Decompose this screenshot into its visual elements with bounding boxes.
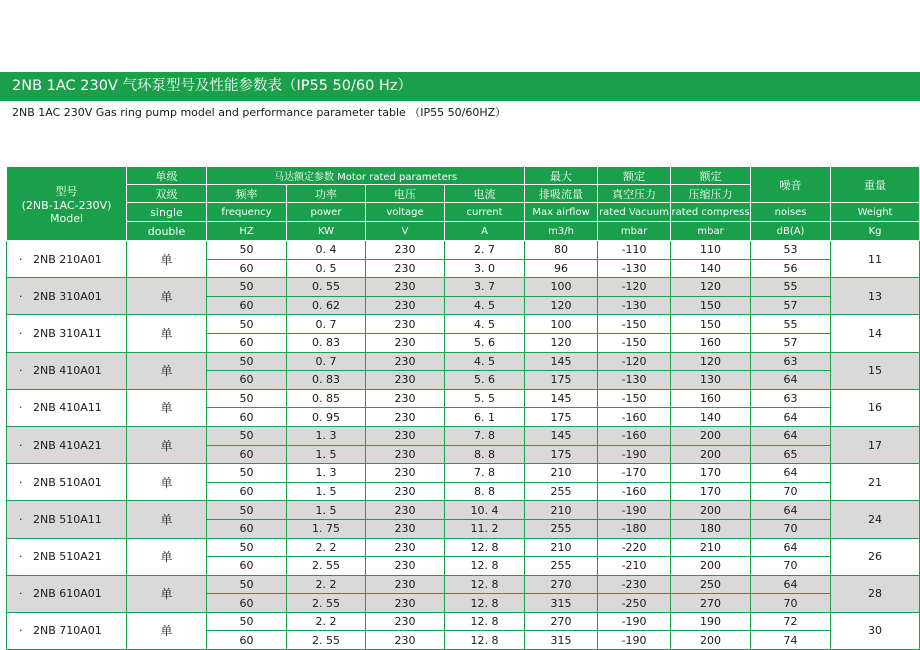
stage-cell: 单 bbox=[127, 389, 207, 426]
airflow-unit: m3/h bbox=[525, 222, 598, 241]
power-header-en: power bbox=[287, 203, 366, 222]
frequency-cell: 50 bbox=[207, 426, 287, 445]
stage-cell: 单 bbox=[127, 612, 207, 649]
bullet-marker: · bbox=[19, 512, 23, 526]
noise-cell: 64 bbox=[751, 408, 831, 427]
model-cell bbox=[7, 278, 127, 315]
current-header-zh: 电流 bbox=[445, 185, 525, 203]
power-cell: 1. 75 bbox=[287, 519, 366, 538]
airflow-cell: 255 bbox=[525, 519, 598, 538]
noise-header-en: noises bbox=[751, 203, 831, 222]
vacuum-cell: -250 bbox=[598, 594, 671, 613]
compress-cell: 180 bbox=[671, 519, 751, 538]
current-cell: 4. 5 bbox=[445, 352, 525, 371]
vacuum-cell: -110 bbox=[598, 241, 671, 260]
compress-cell: 270 bbox=[671, 594, 751, 613]
compress-header-zh2: 压缩压力 bbox=[671, 185, 751, 203]
current-cell: 8. 8 bbox=[445, 482, 525, 501]
table-row bbox=[7, 501, 920, 520]
frequency-cell: 50 bbox=[207, 241, 287, 260]
vacuum-cell: -190 bbox=[598, 612, 671, 631]
compress-unit: mbar bbox=[671, 222, 751, 241]
model-cell bbox=[7, 612, 127, 649]
power-cell: 1. 5 bbox=[287, 501, 366, 520]
airflow-cell: 210 bbox=[525, 464, 598, 483]
current-cell: 7. 8 bbox=[445, 464, 525, 483]
compress-cell: 110 bbox=[671, 241, 751, 260]
frequency-cell: 50 bbox=[207, 575, 287, 594]
voltage-cell: 230 bbox=[366, 259, 445, 278]
airflow-cell: 255 bbox=[525, 557, 598, 576]
vacuum-cell: -190 bbox=[598, 445, 671, 464]
airflow-header-en: Max airflow bbox=[525, 203, 598, 222]
voltage-cell: 230 bbox=[366, 333, 445, 352]
frequency-unit: HZ bbox=[207, 222, 287, 241]
model-name: 2NB 510A11 bbox=[33, 512, 102, 526]
bullet-marker: · bbox=[19, 624, 23, 638]
model-name: 2NB 510A01 bbox=[33, 475, 102, 489]
vacuum-header-zh2: 真空压力 bbox=[598, 185, 671, 203]
frequency-cell: 60 bbox=[207, 631, 287, 650]
stage-cell: 单 bbox=[127, 352, 207, 389]
stage-cell: 单 bbox=[127, 426, 207, 463]
model-name: 2NB 310A11 bbox=[33, 326, 102, 340]
airflow-cell: 120 bbox=[525, 296, 598, 315]
current-cell: 12. 8 bbox=[445, 631, 525, 650]
voltage-cell: 230 bbox=[366, 631, 445, 650]
compress-cell: 170 bbox=[671, 464, 751, 483]
table-header bbox=[7, 167, 920, 241]
compress-cell: 200 bbox=[671, 557, 751, 576]
noise-cell: 70 bbox=[751, 482, 831, 501]
power-cell: 2. 2 bbox=[287, 612, 366, 631]
frequency-header-zh: 频率 bbox=[207, 185, 287, 203]
current-cell: 8. 8 bbox=[445, 445, 525, 464]
compress-cell: 140 bbox=[671, 259, 751, 278]
weight-cell: 15 bbox=[831, 352, 920, 389]
stage-cell: 单 bbox=[127, 538, 207, 575]
power-cell: 2. 55 bbox=[287, 557, 366, 576]
bullet-marker: · bbox=[19, 438, 23, 452]
airflow-cell: 100 bbox=[525, 315, 598, 334]
power-cell: 0. 7 bbox=[287, 352, 366, 371]
vacuum-cell: -130 bbox=[598, 259, 671, 278]
voltage-cell: 230 bbox=[366, 315, 445, 334]
compress-cell: 150 bbox=[671, 296, 751, 315]
voltage-cell: 230 bbox=[366, 296, 445, 315]
stage-cell: 单 bbox=[127, 278, 207, 315]
weight-cell: 28 bbox=[831, 575, 920, 612]
frequency-cell: 50 bbox=[207, 315, 287, 334]
model-cell bbox=[7, 389, 127, 426]
noise-cell: 64 bbox=[751, 426, 831, 445]
compress-cell: 200 bbox=[671, 426, 751, 445]
model-cell bbox=[7, 315, 127, 352]
frequency-cell: 60 bbox=[207, 333, 287, 352]
vacuum-cell: -150 bbox=[598, 333, 671, 352]
airflow-cell: 210 bbox=[525, 538, 598, 557]
frequency-cell: 60 bbox=[207, 371, 287, 390]
frequency-cell: 60 bbox=[207, 482, 287, 501]
current-cell: 2. 7 bbox=[445, 241, 525, 260]
noise-cell: 64 bbox=[751, 575, 831, 594]
compress-cell: 200 bbox=[671, 501, 751, 520]
noise-cell: 74 bbox=[751, 631, 831, 650]
model-cell bbox=[7, 426, 127, 463]
bullet-marker: · bbox=[19, 252, 23, 266]
model-name: 2NB 710A01 bbox=[33, 624, 102, 638]
compress-cell: 130 bbox=[671, 371, 751, 390]
power-cell: 1. 3 bbox=[287, 464, 366, 483]
parameter-table bbox=[6, 166, 920, 650]
voltage-cell: 230 bbox=[366, 371, 445, 390]
voltage-header-en: voltage bbox=[366, 203, 445, 222]
airflow-cell: 255 bbox=[525, 482, 598, 501]
model-cell bbox=[7, 501, 127, 538]
frequency-cell: 60 bbox=[207, 259, 287, 278]
table-row bbox=[7, 389, 920, 408]
voltage-cell: 230 bbox=[366, 519, 445, 538]
weight-cell: 24 bbox=[831, 501, 920, 538]
table-row bbox=[7, 464, 920, 483]
vacuum-cell: -120 bbox=[598, 278, 671, 297]
model-name: 2NB 510A21 bbox=[33, 550, 102, 564]
model-name: 2NB 410A11 bbox=[33, 401, 102, 415]
voltage-header-zh: 电压 bbox=[366, 185, 445, 203]
power-cell: 2. 2 bbox=[287, 538, 366, 557]
vacuum-cell: -130 bbox=[598, 371, 671, 390]
voltage-cell: 230 bbox=[366, 278, 445, 297]
vacuum-cell: -160 bbox=[598, 426, 671, 445]
airflow-cell: 210 bbox=[525, 501, 598, 520]
current-cell: 3. 7 bbox=[445, 278, 525, 297]
voltage-cell: 230 bbox=[366, 538, 445, 557]
noise-cell: 63 bbox=[751, 389, 831, 408]
voltage-unit: V bbox=[366, 222, 445, 241]
noise-cell: 65 bbox=[751, 445, 831, 464]
bullet-marker: · bbox=[19, 587, 23, 601]
vacuum-header-zh1: 额定 bbox=[598, 167, 671, 185]
table-row bbox=[7, 315, 920, 334]
frequency-cell: 50 bbox=[207, 501, 287, 520]
table-subtitle: 2NB 1AC 230V Gas ring pump model and performance parameter table （IP55 50/60HZ） bbox=[12, 106, 507, 119]
noise-cell: 70 bbox=[751, 557, 831, 576]
single-stage-zh: 单级 bbox=[127, 167, 207, 185]
weight-cell: 11 bbox=[831, 241, 920, 278]
power-cell: 0. 95 bbox=[287, 408, 366, 427]
compress-cell: 190 bbox=[671, 612, 751, 631]
table-row bbox=[7, 575, 920, 594]
compress-cell: 210 bbox=[671, 538, 751, 557]
compress-cell: 120 bbox=[671, 278, 751, 297]
frequency-cell: 60 bbox=[207, 557, 287, 576]
power-cell: 0. 7 bbox=[287, 315, 366, 334]
frequency-cell: 50 bbox=[207, 352, 287, 371]
airflow-cell: 175 bbox=[525, 371, 598, 390]
model-cell bbox=[7, 352, 127, 389]
power-cell: 0. 83 bbox=[287, 333, 366, 352]
current-cell: 3. 0 bbox=[445, 259, 525, 278]
weight-cell: 14 bbox=[831, 315, 920, 352]
model-cell bbox=[7, 575, 127, 612]
voltage-cell: 230 bbox=[366, 445, 445, 464]
model-cell bbox=[7, 538, 127, 575]
compress-cell: 140 bbox=[671, 408, 751, 427]
compress-cell: 150 bbox=[671, 315, 751, 334]
table-row bbox=[7, 426, 920, 445]
noise-cell: 64 bbox=[751, 371, 831, 390]
noise-cell: 64 bbox=[751, 464, 831, 483]
current-cell: 12. 8 bbox=[445, 557, 525, 576]
airflow-cell: 96 bbox=[525, 259, 598, 278]
power-cell: 2. 55 bbox=[287, 594, 366, 613]
noise-header-zh: 噪音 bbox=[751, 167, 831, 203]
noise-cell: 63 bbox=[751, 352, 831, 371]
power-cell: 0. 85 bbox=[287, 389, 366, 408]
voltage-cell: 230 bbox=[366, 557, 445, 576]
weight-cell: 13 bbox=[831, 278, 920, 315]
voltage-cell: 230 bbox=[366, 389, 445, 408]
airflow-cell: 270 bbox=[525, 612, 598, 631]
power-cell: 0. 83 bbox=[287, 371, 366, 390]
compress-header-en: rated compress bbox=[671, 203, 751, 222]
model-header-zh: 型号 bbox=[55, 184, 78, 198]
noise-cell: 57 bbox=[751, 296, 831, 315]
bullet-marker: · bbox=[19, 364, 23, 378]
vacuum-cell: -190 bbox=[598, 501, 671, 520]
airflow-cell: 80 bbox=[525, 241, 598, 260]
frequency-cell: 50 bbox=[207, 464, 287, 483]
stage-cell: 单 bbox=[127, 575, 207, 612]
current-cell: 12. 8 bbox=[445, 612, 525, 631]
airflow-cell: 315 bbox=[525, 631, 598, 650]
compress-cell: 160 bbox=[671, 389, 751, 408]
noise-cell: 64 bbox=[751, 501, 831, 520]
voltage-cell: 230 bbox=[366, 464, 445, 483]
current-cell: 11. 2 bbox=[445, 519, 525, 538]
bullet-marker: · bbox=[19, 289, 23, 303]
voltage-cell: 230 bbox=[366, 612, 445, 631]
voltage-cell: 230 bbox=[366, 241, 445, 260]
current-cell: 5. 6 bbox=[445, 333, 525, 352]
current-cell: 12. 8 bbox=[445, 538, 525, 557]
power-cell: 2. 2 bbox=[287, 575, 366, 594]
power-cell: 0. 5 bbox=[287, 259, 366, 278]
frequency-cell: 60 bbox=[207, 408, 287, 427]
vacuum-cell: -190 bbox=[598, 631, 671, 650]
vacuum-cell: -160 bbox=[598, 482, 671, 501]
airflow-cell: 315 bbox=[525, 594, 598, 613]
current-cell: 6. 1 bbox=[445, 408, 525, 427]
bullet-marker: · bbox=[19, 550, 23, 564]
voltage-cell: 230 bbox=[366, 482, 445, 501]
noise-cell: 56 bbox=[751, 259, 831, 278]
airflow-cell: 270 bbox=[525, 575, 598, 594]
noise-cell: 72 bbox=[751, 612, 831, 631]
model-name: 2NB 610A01 bbox=[33, 587, 102, 601]
compress-cell: 120 bbox=[671, 352, 751, 371]
weight-cell: 17 bbox=[831, 426, 920, 463]
noise-cell: 70 bbox=[751, 519, 831, 538]
motor-params-header: 马达额定参数 Motor rated parameters bbox=[207, 167, 525, 185]
power-cell: 2. 55 bbox=[287, 631, 366, 650]
power-header-zh: 功率 bbox=[287, 185, 366, 203]
power-cell: 1. 5 bbox=[287, 445, 366, 464]
vacuum-cell: -170 bbox=[598, 464, 671, 483]
weight-cell: 16 bbox=[831, 389, 920, 426]
frequency-cell: 60 bbox=[207, 519, 287, 538]
airflow-cell: 100 bbox=[525, 278, 598, 297]
table-row bbox=[7, 241, 920, 260]
model-header-code: (2NB-1AC-230V) bbox=[21, 198, 112, 212]
voltage-cell: 230 bbox=[366, 426, 445, 445]
vacuum-cell: -130 bbox=[598, 296, 671, 315]
vacuum-cell: -160 bbox=[598, 408, 671, 427]
airflow-cell: 145 bbox=[525, 352, 598, 371]
airflow-header-zh2: 排吸流量 bbox=[525, 185, 598, 203]
voltage-cell: 230 bbox=[366, 352, 445, 371]
frequency-cell: 50 bbox=[207, 389, 287, 408]
power-cell: 1. 3 bbox=[287, 426, 366, 445]
compress-cell: 200 bbox=[671, 631, 751, 650]
weight-cell: 21 bbox=[831, 464, 920, 501]
frequency-cell: 60 bbox=[207, 594, 287, 613]
model-cell bbox=[7, 241, 127, 278]
table-row bbox=[7, 278, 920, 297]
double-stage-en: double bbox=[127, 222, 207, 241]
voltage-cell: 230 bbox=[366, 575, 445, 594]
current-cell: 5. 6 bbox=[445, 371, 525, 390]
table-row bbox=[7, 352, 920, 371]
noise-cell: 70 bbox=[751, 594, 831, 613]
power-cell: 0. 4 bbox=[287, 241, 366, 260]
frequency-cell: 50 bbox=[207, 278, 287, 297]
model-cell bbox=[7, 464, 127, 501]
current-cell: 5. 5 bbox=[445, 389, 525, 408]
voltage-cell: 230 bbox=[366, 501, 445, 520]
noise-cell: 55 bbox=[751, 278, 831, 297]
stage-cell: 单 bbox=[127, 315, 207, 352]
vacuum-cell: -220 bbox=[598, 538, 671, 557]
compress-cell: 160 bbox=[671, 333, 751, 352]
weight-unit: Kg bbox=[831, 222, 920, 241]
current-unit: A bbox=[445, 222, 525, 241]
power-cell: 0. 62 bbox=[287, 296, 366, 315]
noise-cell: 53 bbox=[751, 241, 831, 260]
vacuum-cell: -120 bbox=[598, 352, 671, 371]
frequency-cell: 60 bbox=[207, 445, 287, 464]
airflow-cell: 175 bbox=[525, 445, 598, 464]
airflow-cell: 145 bbox=[525, 426, 598, 445]
bullet-marker: · bbox=[19, 475, 23, 489]
bullet-marker: · bbox=[19, 326, 23, 340]
vacuum-unit: mbar bbox=[598, 222, 671, 241]
vacuum-cell: -150 bbox=[598, 389, 671, 408]
table-title: 2NB 1AC 230V 气环泵型号及性能参数表（IP55 50/60 Hz） bbox=[0, 72, 920, 101]
model-name: 2NB 410A21 bbox=[33, 438, 102, 452]
current-cell: 7. 8 bbox=[445, 426, 525, 445]
weight-cell: 30 bbox=[831, 612, 920, 649]
noise-cell: 57 bbox=[751, 333, 831, 352]
airflow-header-zh1: 最大 bbox=[525, 167, 598, 185]
current-header-en: current bbox=[445, 203, 525, 222]
current-cell: 12. 8 bbox=[445, 594, 525, 613]
power-unit: KW bbox=[287, 222, 366, 241]
power-cell: 1. 5 bbox=[287, 482, 366, 501]
model-header bbox=[7, 167, 127, 241]
frequency-header-en: frequency bbox=[207, 203, 287, 222]
airflow-cell: 120 bbox=[525, 333, 598, 352]
noise-cell: 55 bbox=[751, 315, 831, 334]
table-row bbox=[7, 612, 920, 631]
vacuum-header-en: rated Vacuum bbox=[598, 203, 671, 222]
airflow-cell: 145 bbox=[525, 389, 598, 408]
current-cell: 4. 5 bbox=[445, 296, 525, 315]
noise-unit: dB(A) bbox=[751, 222, 831, 241]
single-stage-en: single bbox=[127, 203, 207, 222]
model-name: 2NB 410A01 bbox=[33, 364, 102, 378]
model-name: 2NB 210A01 bbox=[33, 252, 102, 266]
compress-cell: 200 bbox=[671, 445, 751, 464]
double-stage-zh: 双级 bbox=[127, 185, 207, 203]
current-cell: 4. 5 bbox=[445, 315, 525, 334]
weight-header-zh: 重量 bbox=[831, 167, 920, 203]
airflow-cell: 175 bbox=[525, 408, 598, 427]
voltage-cell: 230 bbox=[366, 594, 445, 613]
compress-cell: 170 bbox=[671, 482, 751, 501]
current-cell: 12. 8 bbox=[445, 575, 525, 594]
vacuum-cell: -210 bbox=[598, 557, 671, 576]
frequency-cell: 50 bbox=[207, 538, 287, 557]
stage-cell: 单 bbox=[127, 464, 207, 501]
table-row bbox=[7, 538, 920, 557]
compress-header-zh1: 额定 bbox=[671, 167, 751, 185]
noise-cell: 64 bbox=[751, 538, 831, 557]
current-cell: 10. 4 bbox=[445, 501, 525, 520]
stage-cell: 单 bbox=[127, 501, 207, 538]
power-cell: 0. 55 bbox=[287, 278, 366, 297]
weight-header-en: Weight bbox=[831, 203, 920, 222]
vacuum-cell: -150 bbox=[598, 315, 671, 334]
model-header-en: Model bbox=[49, 211, 84, 225]
bullet-marker: · bbox=[19, 401, 23, 415]
model-name: 2NB 310A01 bbox=[33, 289, 102, 303]
frequency-cell: 60 bbox=[207, 296, 287, 315]
weight-cell: 26 bbox=[831, 538, 920, 575]
compress-cell: 250 bbox=[671, 575, 751, 594]
stage-cell: 单 bbox=[127, 241, 207, 278]
table-body bbox=[7, 241, 920, 650]
frequency-cell: 50 bbox=[207, 612, 287, 631]
vacuum-cell: -180 bbox=[598, 519, 671, 538]
voltage-cell: 230 bbox=[366, 408, 445, 427]
vacuum-cell: -230 bbox=[598, 575, 671, 594]
